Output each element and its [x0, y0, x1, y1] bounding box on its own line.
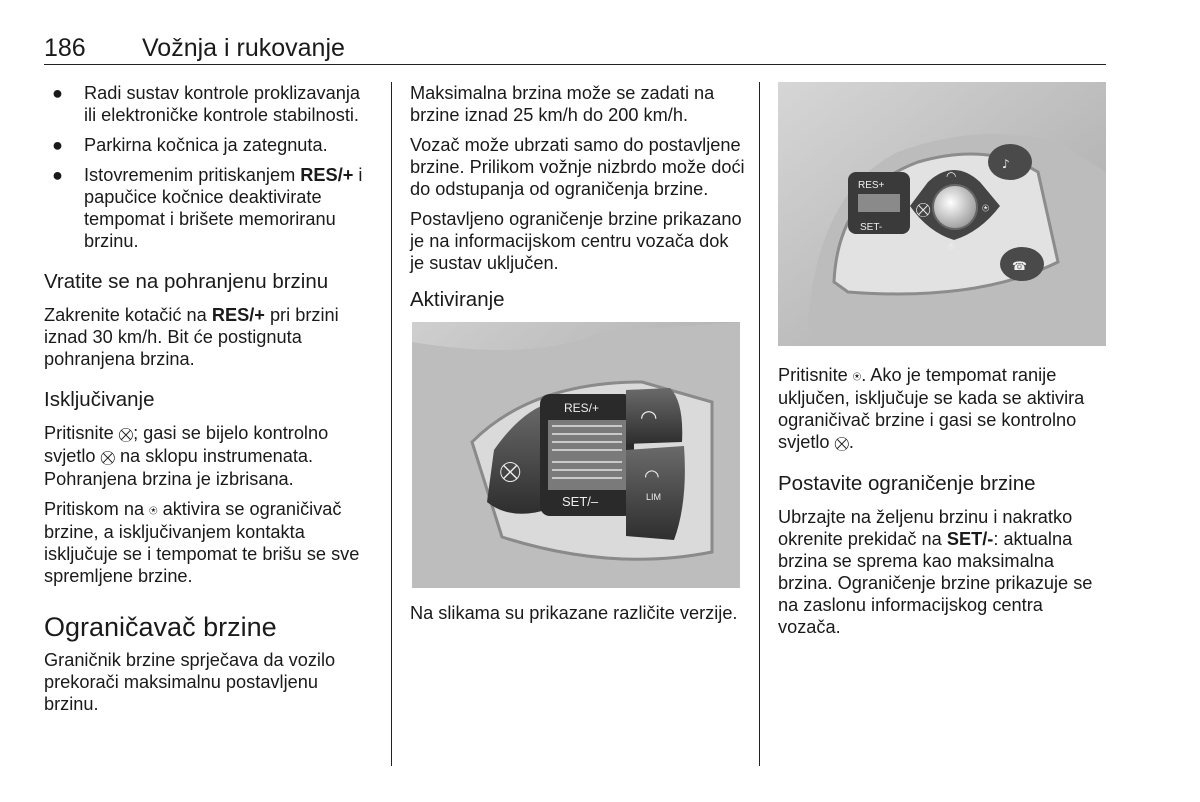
column-2	[410, 82, 745, 632]
set-label: SET-	[860, 222, 883, 233]
heading-activation: Aktiviranje	[410, 288, 505, 311]
paragraph: Graničnik brzine sprječava da vozilo prekorači maksimalnu postavljenu brzinu.	[44, 650, 336, 714]
speedometer-icon: ◠	[640, 405, 658, 429]
section-title: Vožnja i rukovanje	[142, 34, 345, 62]
list-item: ● Radi sustav kontrole proklizavanja ili elektroničke kontrole stabilnosti.	[52, 83, 360, 125]
list-item: ● Parkirna kočnica ja zategnuta.	[52, 135, 328, 155]
heading-restore-speed: Vratite se na pohranjenu brzinu	[44, 270, 329, 293]
cruise-off-icon: ⛒	[100, 449, 115, 465]
heading-switch-off: Isključivanje	[44, 388, 155, 411]
column-divider	[759, 82, 760, 766]
bullet-icon: ●	[52, 83, 63, 103]
cruise-off-icon: ⛒	[834, 435, 849, 451]
voice-icon: ♪	[1002, 157, 1010, 171]
column-1	[44, 82, 374, 723]
bullet-list	[44, 82, 374, 252]
paragraph: Ubrzajte na željenu brzinu i nakratko okrenite prekidač na SET/-: aktualna brzina se sprema kao maksimalna brzina. Ograničenje brzine prikazuje se na zaslonu informacijskog centra vozača.	[778, 507, 1093, 637]
speedometer-icon: ◠	[946, 169, 957, 183]
list-item: ● Istovremenim pritiskanjem RES/+ i papučice kočnice deaktivirate tempomat i brišete memoriranu brzinu.	[52, 165, 363, 251]
heading-speed-limiter: Ograničavač brzine	[44, 612, 277, 642]
paragraph: Maksimalna brzina može se zadati na brzine iznad 25 km/h do 200 km/h.	[410, 83, 715, 125]
paragraph: Pritiskom na ⍟ aktivira se ograničivač brzine, a isključivanjem kontakta isključuje se i tempomat te brišu se sve spremljene brzine.	[44, 499, 360, 586]
steering-wheel-illustration	[412, 322, 740, 588]
speed-limiter-icon: ◠	[644, 466, 660, 487]
speed-limiter-icon: ⍟	[948, 239, 956, 253]
paragraph: Pritisnite ⛒; gasi se bijelo kontrolno svjetlo ⛒ na sklopu instrumenata. Pohranjena brzina je izbrisana.	[44, 423, 329, 489]
lim-label: LIM	[646, 492, 662, 502]
res-label: RES/+	[564, 401, 600, 415]
heading-set-limit: Postavite ograničenje brzine	[778, 472, 1036, 495]
column-divider	[391, 82, 392, 766]
image-caption: Na slikama su prikazane različite verzije.	[410, 603, 738, 623]
res-label: RES+	[858, 180, 885, 191]
bullet-icon: ●	[52, 135, 63, 155]
paragraph: Zakrenite kotačić na RES/+ pri brzini iznad 30 km/h. Bit će postignuta pohranjena brzina.	[44, 305, 339, 369]
steering-wheel-controls-image	[778, 82, 1106, 346]
steering-wheel-controls-image	[412, 322, 740, 588]
phone-icon: ☎	[1012, 259, 1027, 273]
cruise-off-icon: ⛒	[916, 202, 931, 218]
speed-limiter-icon: ⍟	[149, 502, 158, 518]
paragraph: Vozač može ubrzati samo do postavljene brzine. Prilikom vožnje nizbrdo može doći do odstupanja od ograničenja brzine.	[410, 135, 745, 199]
paragraph: Pritisnite ⍟. Ako je tempomat ranije uključen, isključuje se kada se aktivira ograničivač brzine i gasi se kontrolno svjetlo ⛒.	[778, 365, 1085, 452]
bullet-icon: ●	[52, 165, 63, 185]
set-label: SET/–	[562, 494, 599, 509]
column-3	[778, 82, 1108, 646]
speed-limiter-icon: ⍟	[852, 368, 862, 384]
cruise-off-icon: ⛒	[500, 459, 521, 483]
speed-limiter-icon: ⍟	[982, 201, 990, 215]
paragraph: Postavljeno ograničenje brzine prikazano je na informacijskom centru vozača dok je sustav uključen.	[410, 209, 742, 273]
page-header	[44, 34, 1106, 65]
steering-wheel-illustration	[778, 82, 1106, 346]
cruise-off-icon: ⛒	[118, 426, 134, 442]
page-number: 186	[44, 34, 86, 62]
